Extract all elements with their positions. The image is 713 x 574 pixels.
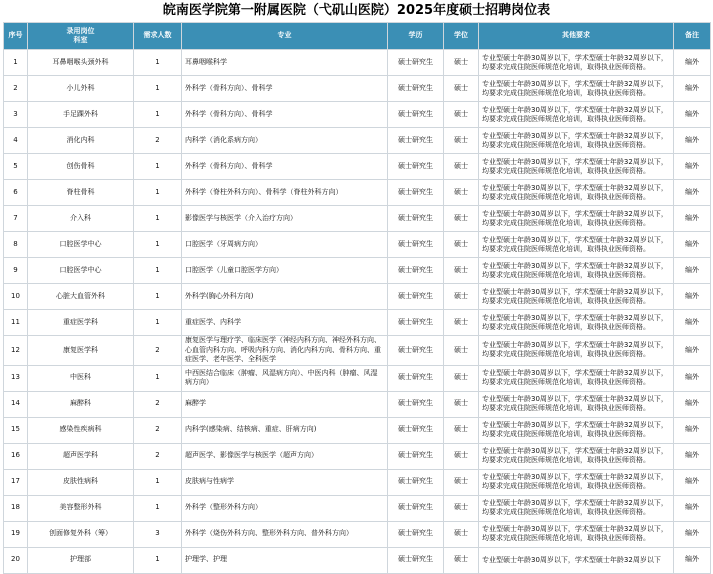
cell-dept: 超声医学科 [28,443,134,469]
cell-education: 硕士研究生 [388,469,444,495]
cell-dept: 手足踝外科 [28,102,134,128]
cell-count: 1 [134,469,182,495]
cell-education: 硕士研究生 [388,50,444,76]
cell-seq: 16 [4,443,28,469]
cell-seq: 17 [4,469,28,495]
cell-seq: 3 [4,102,28,128]
cell-education: 硕士研究生 [388,232,444,258]
cell-dept: 中医科 [28,365,134,391]
cell-degree: 硕士 [444,521,479,547]
cell-education: 硕士研究生 [388,310,444,336]
cell-education: 硕士研究生 [388,495,444,521]
cell-degree: 硕士 [444,495,479,521]
cell-requirements: 专业型硕士年龄30周岁以下，学术型硕士年龄32周岁以下，均要求完成住院医师规范化培训，取得执业医师资格。 [479,365,674,391]
cell-requirements: 专业型硕士年龄30周岁以下，学术型硕士年龄32周岁以下，均要求完成住院医师规范化培训，取得执业医师资格。 [479,310,674,336]
header-dept [28,23,134,50]
cell-seq: 14 [4,391,28,417]
table-row [4,50,711,76]
cell-count: 1 [134,206,182,232]
cell-education: 硕士研究生 [388,417,444,443]
cell-education: 硕士研究生 [388,284,444,310]
table-row [4,76,711,102]
page-title: 皖南医学院第一附属医院（弋矶山医院）2025年度硕士招聘岗位表 [162,3,551,18]
cell-count: 2 [134,128,182,154]
cell-degree: 硕士 [444,284,479,310]
cell-count: 1 [134,365,182,391]
cell-requirements: 专业型硕士年龄30周岁以下，学术型硕士年龄32周岁以下，均要求完成住院医师规范化培训，取得执业医师资格。 [479,50,674,76]
table-row [4,284,711,310]
cell-major: 影像医学与核医学（介入治疗方向） [182,206,388,232]
cell-education: 硕士研究生 [388,547,444,573]
cell-requirements: 专业型硕士年龄30周岁以下，学术型硕士年龄32周岁以下，均要求完成住院医师规范化培训，取得执业医师资格。 [479,521,674,547]
cell-count: 1 [134,76,182,102]
cell-education: 硕士研究生 [388,443,444,469]
table-row [4,547,711,573]
header-degree: 学位 [444,23,479,50]
cell-degree: 硕士 [444,180,479,206]
table-row [4,391,711,417]
cell-dept: 感染性疾病科 [28,417,134,443]
cell-seq: 8 [4,232,28,258]
cell-degree: 硕士 [444,128,479,154]
cell-major: 超声医学、影像医学与核医学（超声方向） [182,443,388,469]
cell-dept: 重症医学科 [28,310,134,336]
cell-degree: 硕士 [444,365,479,391]
cell-count: 2 [134,336,182,366]
cell-major: 中西医结合临床（肿瘤、风湿病方向）、中医内科（肿瘤、风湿病方向） [182,365,388,391]
table-row [4,232,711,258]
cell-remark: 编外 [674,154,711,180]
cell-major: 口腔医学（儿童口腔医学方向） [182,258,388,284]
cell-major: 皮肤病与性病学 [182,469,388,495]
cell-seq: 18 [4,495,28,521]
table-row [4,258,711,284]
header-requirements: 其他要求 [479,23,674,50]
cell-degree: 硕士 [444,310,479,336]
cell-requirements: 专业型硕士年龄30周岁以下，学术型硕士年龄32周岁以下，均要求完成住院医师规范化培训，取得执业医师资格。 [479,469,674,495]
header-dept-top: 录用岗位 [66,26,95,35]
cell-remark: 编外 [674,365,711,391]
cell-requirements: 专业型硕士年龄30周岁以下，学术型硕士年龄32周岁以下，均要求完成住院医师规范化培训，取得执业医师资格。 [479,284,674,310]
cell-remark: 编外 [674,547,711,573]
cell-requirements: 专业型硕士年龄30周岁以下，学术型硕士年龄32周岁以下，均要求完成住院医师规范化培训，取得执业医师资格。 [479,443,674,469]
cell-remark: 编外 [674,258,711,284]
cell-dept: 美容整形外科 [28,495,134,521]
cell-major: 外科学（烧伤外科方向、整形外科方向、普外科方向） [182,521,388,547]
cell-degree: 硕士 [444,547,479,573]
cell-seq: 13 [4,365,28,391]
cell-remark: 编外 [674,417,711,443]
cell-count: 3 [134,521,182,547]
cell-remark: 编外 [674,521,711,547]
header-remarks: 备注 [674,23,711,50]
cell-seq: 19 [4,521,28,547]
cell-requirements: 专业型硕士年龄30周岁以下，学术型硕士年龄32周岁以下，均要求完成住院医师规范化培训，取得执业医师资格。 [479,232,674,258]
header-education: 学历 [388,23,444,50]
cell-dept: 创伤骨科 [28,154,134,180]
cell-seq: 11 [4,310,28,336]
table-row [4,469,711,495]
cell-major: 外科学(胸心外科方向) [182,284,388,310]
cell-dept: 口腔医学中心 [28,232,134,258]
cell-major: 麻醉学 [182,391,388,417]
table-row [4,310,711,336]
cell-remark: 编外 [674,50,711,76]
cell-degree: 硕士 [444,102,479,128]
header-seq: 序号 [4,23,28,50]
cell-remark: 编外 [674,180,711,206]
cell-education: 硕士研究生 [388,258,444,284]
cell-seq: 1 [4,50,28,76]
cell-requirements: 专业型硕士年龄30周岁以下，学术型硕士年龄32周岁以下，均要求完成住院医师规范化培训，取得执业医师资格。 [479,76,674,102]
cell-dept: 脊柱骨科 [28,180,134,206]
table-row [4,521,711,547]
cell-remark: 编外 [674,469,711,495]
cell-count: 1 [134,258,182,284]
cell-remark: 编外 [674,284,711,310]
cell-seq: 9 [4,258,28,284]
cell-major: 重症医学、内科学 [182,310,388,336]
cell-dept: 口腔医学中心 [28,258,134,284]
cell-count: 1 [134,495,182,521]
cell-major: 外科学（骨科方向）、骨科学 [182,76,388,102]
cell-degree: 硕士 [444,417,479,443]
cell-requirements: 专业型硕士年龄30周岁以下，学术型硕士年龄32周岁以下 [479,547,674,573]
cell-dept: 护理部 [28,547,134,573]
cell-major: 内科学（消化系病方向） [182,128,388,154]
cell-requirements: 专业型硕士年龄30周岁以下，学术型硕士年龄32周岁以下，均要求完成住院医师规范化培训，取得执业医师资格。 [479,391,674,417]
table-row [4,102,711,128]
cell-dept: 心脏大血管外科 [28,284,134,310]
cell-requirements: 专业型硕士年龄30周岁以下，学术型硕士年龄32周岁以下，均要求完成住院医师规范化培训，取得执业医师资格。 [479,336,674,366]
cell-education: 硕士研究生 [388,180,444,206]
cell-education: 硕士研究生 [388,76,444,102]
cell-dept: 皮肤性病科 [28,469,134,495]
cell-count: 2 [134,443,182,469]
cell-education: 硕士研究生 [388,154,444,180]
cell-seq: 15 [4,417,28,443]
cell-major: 口腔医学（牙周病方向） [182,232,388,258]
cell-remark: 编外 [674,495,711,521]
table-row [4,495,711,521]
cell-requirements: 专业型硕士年龄30周岁以下，学术型硕士年龄32周岁以下，均要求完成住院医师规范化培训，取得执业医师资格。 [479,128,674,154]
cell-remark: 编外 [674,232,711,258]
table-row [4,206,711,232]
cell-count: 2 [134,391,182,417]
cell-dept: 消化内科 [28,128,134,154]
cell-seq: 10 [4,284,28,310]
cell-requirements: 专业型硕士年龄30周岁以下，学术型硕士年龄32周岁以下，均要求完成住院医师规范化培训，取得执业医师资格。 [479,258,674,284]
cell-major: 耳鼻咽喉科学 [182,50,388,76]
cell-degree: 硕士 [444,76,479,102]
cell-seq: 6 [4,180,28,206]
cell-major: 外科学（整形外科方向） [182,495,388,521]
cell-remark: 编外 [674,206,711,232]
cell-seq: 5 [4,154,28,180]
cell-education: 硕士研究生 [388,336,444,366]
cell-degree: 硕士 [444,443,479,469]
header-major: 专业 [182,23,388,50]
cell-degree: 硕士 [444,469,479,495]
cell-major: 康复医学与理疗学、临床医学（神经内科方向、神经外科方向、心血管内科方向、呼吸内科方向、消化内科方向、骨科方向、重症医学、老年医学、全科医学 [182,336,388,366]
cell-count: 1 [134,232,182,258]
cell-remark: 编外 [674,102,711,128]
cell-count: 1 [134,284,182,310]
table-row [4,365,711,391]
table-row [4,443,711,469]
cell-seq: 20 [4,547,28,573]
cell-education: 硕士研究生 [388,206,444,232]
cell-requirements: 专业型硕士年龄30周岁以下，学术型硕士年龄32周岁以下，均要求完成住院医师规范化培训，取得执业医师资格。 [479,180,674,206]
cell-count: 1 [134,50,182,76]
cell-degree: 硕士 [444,154,479,180]
cell-remark: 编外 [674,443,711,469]
cell-education: 硕士研究生 [388,128,444,154]
cell-seq: 7 [4,206,28,232]
header-dept-bottom: 科室 [73,36,88,44]
cell-dept: 小儿外科 [28,76,134,102]
cell-dept: 康复医学科 [28,336,134,366]
table-body [4,50,711,574]
cell-seq: 2 [4,76,28,102]
cell-major: 外科学（骨科方向）、骨科学 [182,102,388,128]
cell-dept: 耳鼻咽喉头颈外科 [28,50,134,76]
cell-degree: 硕士 [444,232,479,258]
cell-remark: 编外 [674,391,711,417]
cell-count: 1 [134,102,182,128]
cell-education: 硕士研究生 [388,391,444,417]
cell-major: 外科学（骨科方向）、骨科学 [182,154,388,180]
cell-count: 1 [134,310,182,336]
table-row [4,336,711,366]
cell-major: 外科学（脊柱外科方向）、骨科学（脊柱外科方向） [182,180,388,206]
table-row [4,128,711,154]
cell-education: 硕士研究生 [388,521,444,547]
job-table [3,22,711,574]
cell-remark: 编外 [674,128,711,154]
table-row [4,180,711,206]
cell-remark: 编外 [674,76,711,102]
cell-count: 2 [134,417,182,443]
cell-requirements: 专业型硕士年龄30周岁以下，学术型硕士年龄32周岁以下，均要求完成住院医师规范化培训，取得执业医师资格。 [479,495,674,521]
cell-dept: 麻醉科 [28,391,134,417]
table-row [4,154,711,180]
cell-requirements: 专业型硕士年龄30周岁以下，学术型硕士年龄32周岁以下，均要求完成住院医师规范化培训，取得执业医师资格。 [479,206,674,232]
cell-count: 1 [134,154,182,180]
cell-requirements: 专业型硕士年龄30周岁以下，学术型硕士年龄32周岁以下，均要求完成住院医师规范化培训，取得执业医师资格。 [479,154,674,180]
cell-dept: 创面修复外科（筹） [28,521,134,547]
cell-degree: 硕士 [444,258,479,284]
cell-education: 硕士研究生 [388,365,444,391]
cell-seq: 4 [4,128,28,154]
cell-major: 内科学(感染病、结核病、重症、肝病方向) [182,417,388,443]
header-count: 需求人数 [134,23,182,50]
table-header [4,23,711,50]
cell-requirements: 专业型硕士年龄30周岁以下，学术型硕士年龄32周岁以下，均要求完成住院医师规范化培训，取得执业医师资格。 [479,417,674,443]
cell-count: 1 [134,180,182,206]
cell-degree: 硕士 [444,391,479,417]
cell-remark: 编外 [674,310,711,336]
cell-degree: 硕士 [444,50,479,76]
cell-remark: 编外 [674,336,711,366]
table-row [4,417,711,443]
cell-major: 护理学、护理 [182,547,388,573]
cell-requirements: 专业型硕士年龄30周岁以下，学术型硕士年龄32周岁以下，均要求完成住院医师规范化培训，取得执业医师资格。 [479,102,674,128]
cell-education: 硕士研究生 [388,102,444,128]
cell-dept: 介入科 [28,206,134,232]
cell-degree: 硕士 [444,336,479,366]
cell-seq: 12 [4,336,28,366]
cell-count: 1 [134,547,182,573]
cell-degree: 硕士 [444,206,479,232]
